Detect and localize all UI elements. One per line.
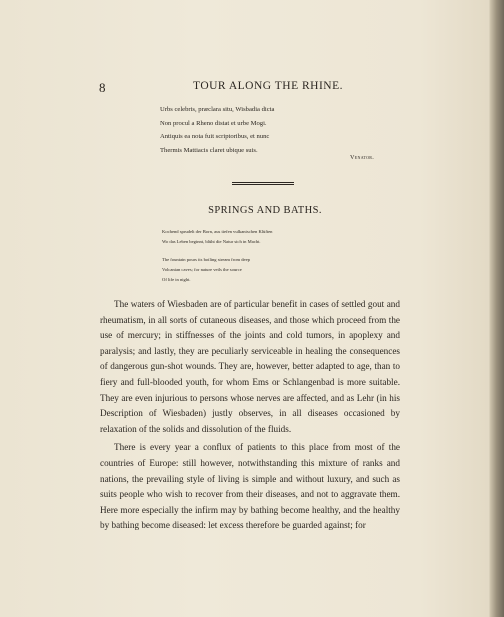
verse-line: Antiquis ea nota fuit scriptoribus, et nunc	[160, 133, 270, 141]
verse-line: Urbs celebris, præclara situ, Wisbadia dicta	[160, 106, 275, 113]
book-page-edge	[490, 0, 504, 617]
latin-verse	[160, 103, 274, 158]
page-number: 8	[99, 80, 106, 95]
verse-attribution: Venator.	[350, 154, 375, 161]
epigraph-line: Kochend sprudelt der Born, aus tiefen vulkanischen Klüften	[162, 229, 273, 234]
epigraph-line: Volcanian caves; for nature veils the source	[162, 266, 242, 272]
epigraph-german	[162, 227, 272, 247]
body-text	[100, 297, 400, 537]
body-paragraph: The waters of Wiesbaden are of particular benefit in cases of settled gout and rheumatism, in all sorts of cutaneous diseases, and those which proceed from the use of mercury; in stiffnesses of the joints and cold tumors, in apoplexy and paralysis; and lastly, they are peculiarly serviceable in healing the consequences of dangerous gun-shot wounds. They are, however, better adapted to age, than to fiery and full-blooded youth, for whom Ems or Schlangenbad is more suitable. They are even injurious to persons whose nerves are affected, and as Lehr (in his Description of Wiesbaden) justly observes, in all diseases occasioned by relaxation of the solids and dissolution of the fluids.	[100, 299, 400, 434]
verse-line: Non procul a Rheno distat et urbe Mogi.	[160, 119, 267, 127]
body-paragraph: There is every year a conflux of patients to this place from most of the countries of Europe: still however, notwithstanding this mixture of ranks and nations, the prevailing style of living is simple and without luxury, and such as suits people who wish to recover from their diseases, and not to aggravate them. Here more especially the infirm may by bathing become healthy, and the healthy by bathing become diseased: let excess therefore be guarded against; for	[100, 442, 400, 531]
running-title: TOUR ALONG THE RHINE.	[193, 80, 343, 92]
epigraph-english	[162, 255, 250, 284]
section-divider	[232, 182, 294, 185]
verse-line: Thermis Mattiacis claret ubique suis.	[160, 147, 258, 155]
epigraph-line: Wo das Leben beginnt, blüht die Natur sich in Macht.	[162, 238, 261, 244]
section-title: SPRINGS AND BATHS.	[208, 205, 322, 216]
epigraph-line: Of life in night.	[162, 276, 191, 282]
epigraph-line: The fountain pours its boiling stream from deep	[162, 257, 250, 262]
